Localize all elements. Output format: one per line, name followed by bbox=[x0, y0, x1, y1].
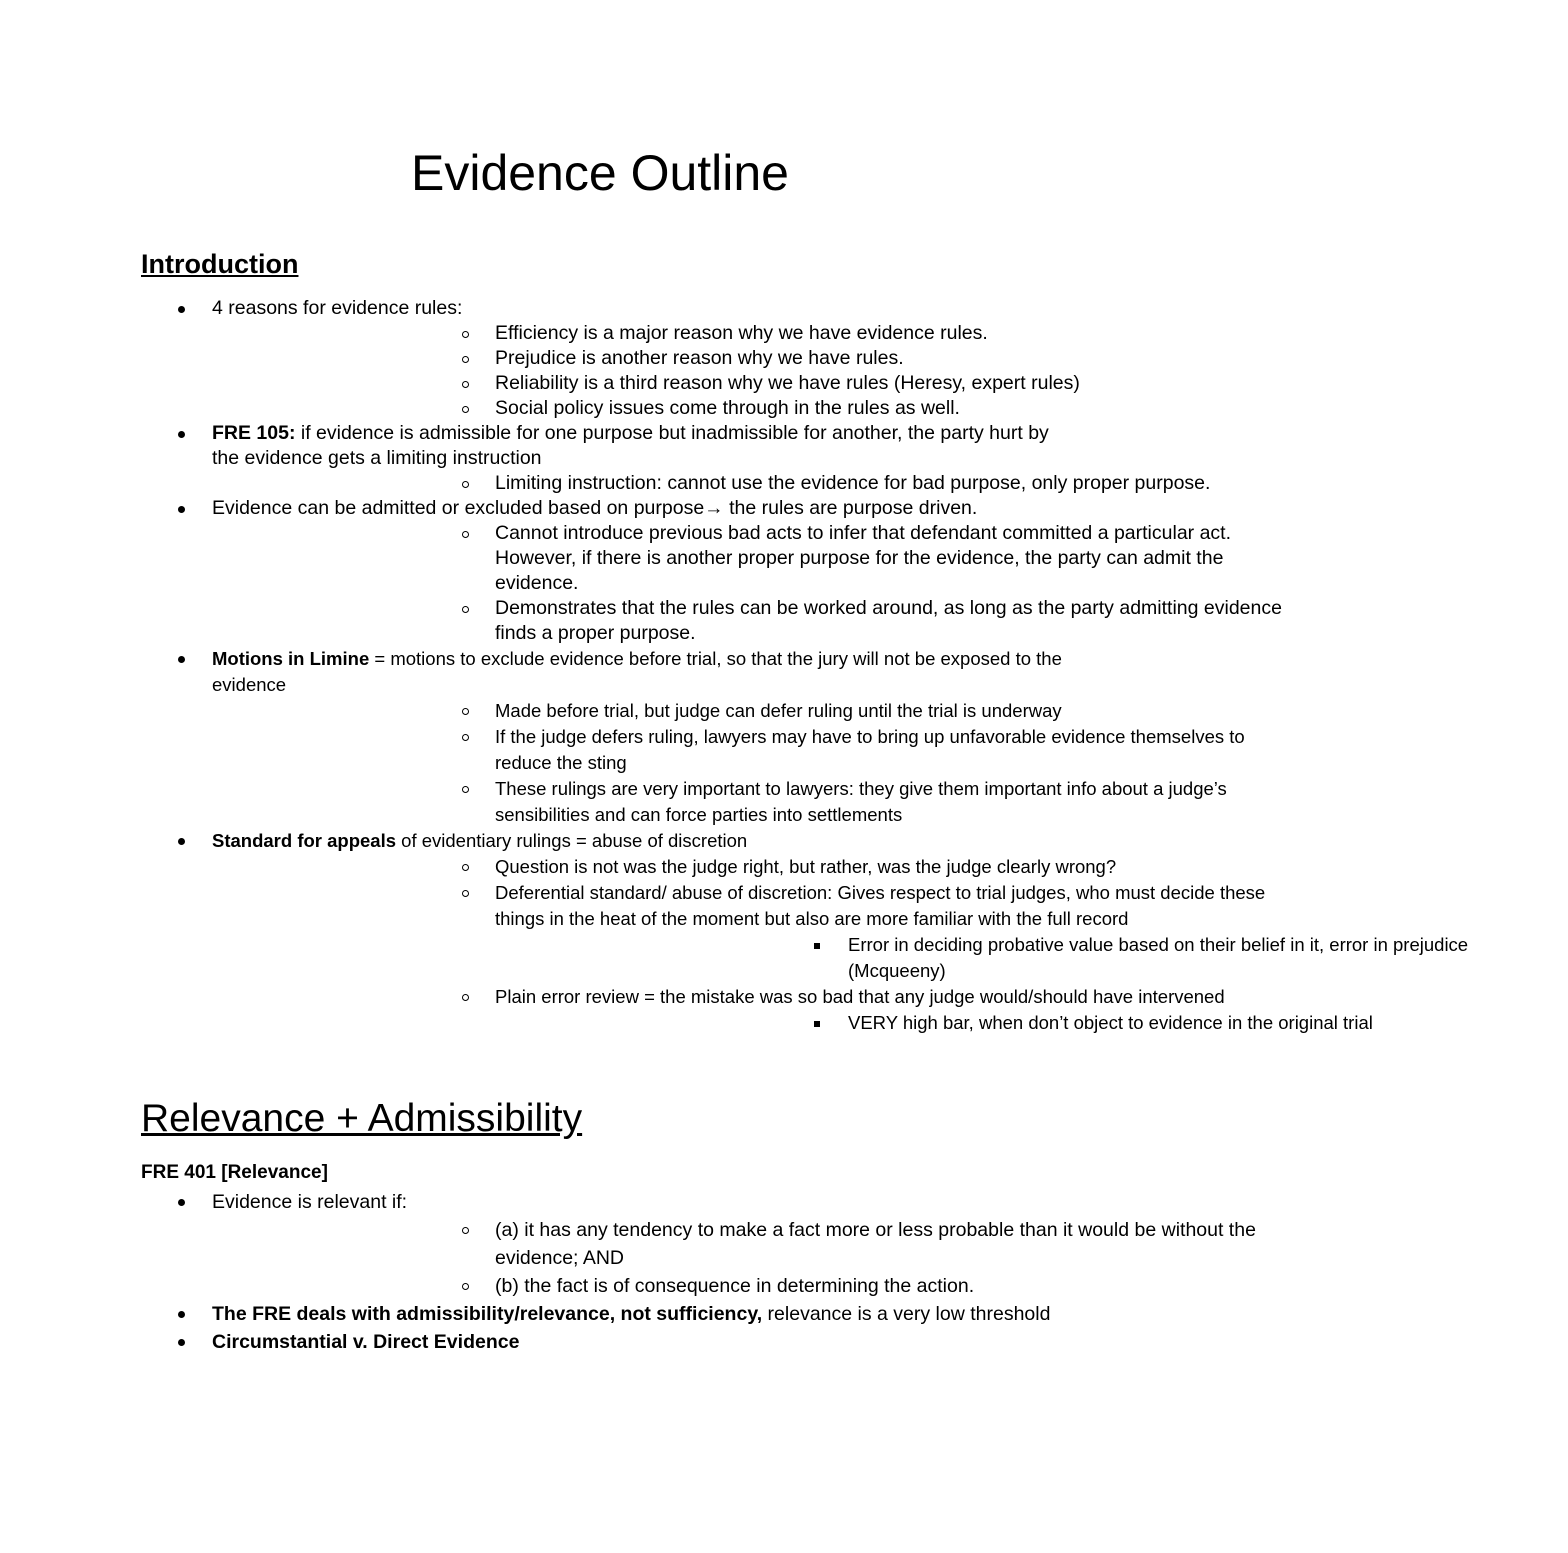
list-item-text: Deferential standard/ abuse of discretion: Gives respect to trial judges, who must decide these things in the heat of the moment but also are more familiar with the full record bbox=[495, 882, 1266, 929]
list-item bbox=[0, 421, 1211, 496]
list-item-text: Limiting instruction: cannot use the evidence for bad purpose, only proper purpose. bbox=[495, 472, 1211, 494]
list-item bbox=[0, 646, 1245, 828]
list-item-text: Social policy issues come through in the rules as well. bbox=[495, 397, 960, 419]
list-item bbox=[495, 932, 1568, 984]
section-heading-introduction: Introduction bbox=[141, 249, 299, 279]
list-item-rest: = motions to exclude evidence before trial, so that the jury will not be exposed to the evidence bbox=[212, 648, 1062, 695]
list-item-text: Made before trial, but judge can defer ruling until the trial is underway bbox=[495, 700, 1062, 721]
list-item-text: 4 reasons for evidence rules: bbox=[212, 297, 463, 319]
list-item-text: VERY high bar, when don’t object to evidence in the original trial bbox=[848, 1012, 1373, 1033]
bullet-circle-icon bbox=[462, 331, 469, 338]
document-title: Evidence Outline bbox=[410, 145, 789, 201]
list-item-text bbox=[212, 1328, 1072, 1356]
list-item-text: If the judge defers ruling, lawyers may have to bring up unfavorable evidence themselves to reduce the sting bbox=[495, 726, 1245, 773]
bullet-dot-icon bbox=[178, 431, 185, 438]
bullet-dot-icon bbox=[178, 656, 185, 663]
list-item bbox=[0, 1328, 1072, 1356]
bullet-dot-icon bbox=[178, 506, 185, 513]
list-item bbox=[212, 396, 1285, 421]
list-item bbox=[0, 1300, 1072, 1328]
list-item-text: Demonstrates that the rules can be worked around, as long as the party admitting evidence finds a proper purpose. bbox=[495, 597, 1282, 644]
bold-term: Motions in Limine bbox=[212, 648, 370, 669]
list-item bbox=[212, 321, 1285, 346]
list-item-rest: relevance is a very low threshold bbox=[762, 1303, 1051, 1325]
bold-term: The FRE deals with admissibility/relevance, not sufficiency, bbox=[212, 1303, 763, 1325]
list-item-text: Question is not was the judge right, but rather, was the judge clearly wrong? bbox=[495, 856, 1117, 877]
list-item bbox=[0, 1188, 1256, 1300]
list-item bbox=[212, 346, 1285, 371]
section-heading-relevance: Relevance + Admissibility bbox=[141, 1097, 583, 1140]
list-item-text: Efficiency is a major reason why we have evidence rules. bbox=[495, 322, 988, 344]
bullet-circle-icon bbox=[462, 531, 469, 538]
bullet-circle-icon bbox=[462, 864, 469, 871]
list-item bbox=[212, 1272, 1285, 1300]
list-item-text: Reliability is a third reason why we have rules (Heresy, expert rules) bbox=[495, 372, 1080, 394]
bullet-circle-icon bbox=[462, 994, 469, 1001]
bullet-circle-icon bbox=[462, 786, 469, 793]
introduction-list bbox=[0, 296, 1469, 1036]
bold-term: Standard for appeals bbox=[212, 830, 397, 851]
list-item bbox=[212, 596, 1285, 646]
list-item-text: Evidence is relevant if: bbox=[212, 1191, 408, 1213]
list-item bbox=[212, 1216, 1285, 1272]
list-item bbox=[212, 698, 1285, 724]
subheading-fre-401: FRE 401 [Relevance] bbox=[141, 1162, 328, 1183]
list-item bbox=[0, 496, 1282, 646]
list-item-text bbox=[212, 1300, 1072, 1328]
list-item-text bbox=[212, 646, 1072, 698]
list-item bbox=[495, 1010, 1568, 1036]
list-item-text: Evidence can be admitted or excluded based on purpose→ the rules are purpose driven. bbox=[212, 497, 978, 519]
list-item-text: Plain error review = the mistake was so bad that any judge would/should have intervened bbox=[495, 986, 1225, 1007]
list-item bbox=[0, 296, 1080, 421]
bullet-circle-icon bbox=[462, 734, 469, 741]
bullet-circle-icon bbox=[462, 708, 469, 715]
list-item bbox=[0, 828, 1469, 1036]
bullet-circle-icon bbox=[462, 606, 469, 613]
list-item-rest: of evidentiary rulings = abuse of discretion bbox=[396, 830, 748, 851]
list-item-text bbox=[212, 421, 1072, 471]
bold-term: FRE 105: bbox=[212, 422, 296, 444]
list-item bbox=[212, 854, 1285, 880]
list-item bbox=[212, 776, 1285, 828]
list-item-text: Prejudice is another reason why we have rules. bbox=[495, 347, 904, 369]
bullet-circle-icon bbox=[462, 381, 469, 388]
list-item-text bbox=[212, 828, 1072, 854]
bullet-circle-icon bbox=[462, 890, 469, 897]
bullet-dot-icon bbox=[178, 306, 185, 313]
bullet-dot-icon bbox=[178, 838, 185, 845]
bullet-dot-icon bbox=[178, 1199, 185, 1206]
list-item-text: (a) it has any tendency to make a fact more or less probable than it would be without the evidence; AND bbox=[495, 1219, 1256, 1269]
list-item-text: Error in deciding probative value based on their belief in it, error in prejudice (Mcqueeny) bbox=[848, 934, 1469, 981]
bullet-circle-icon bbox=[462, 1227, 469, 1234]
bullet-circle-icon bbox=[462, 356, 469, 363]
relevance-list bbox=[0, 1188, 1256, 1356]
bullet-square-icon bbox=[814, 1021, 820, 1027]
bullet-square-icon bbox=[814, 943, 820, 949]
list-item bbox=[212, 880, 1469, 984]
bullet-dot-icon bbox=[178, 1311, 185, 1318]
list-item-text: These rulings are very important to lawyers: they give them important info about a judge’s sensibilities and can force parties into settlements bbox=[495, 778, 1227, 825]
list-item-text: Cannot introduce previous bad acts to infer that defendant committed a particular act. However, if there is another proper purpose for the evidence, the party can admit the evidence. bbox=[495, 522, 1232, 594]
list-item bbox=[212, 724, 1285, 776]
list-item-text: (b) the fact is of consequence in determining the action. bbox=[495, 1275, 975, 1297]
list-item-rest: if evidence is admissible for one purpose but inadmissible for another, the party hurt by the evidence gets a limiting instruction bbox=[212, 422, 1049, 469]
bullet-circle-icon bbox=[462, 406, 469, 413]
list-item bbox=[212, 371, 1285, 396]
bullet-dot-icon bbox=[178, 1339, 185, 1346]
bullet-circle-icon bbox=[462, 1283, 469, 1290]
bullet-circle-icon bbox=[462, 481, 469, 488]
list-item bbox=[212, 471, 1285, 496]
list-item bbox=[212, 521, 1285, 596]
list-item bbox=[212, 984, 1373, 1036]
bold-term: Circumstantial v. Direct Evidence bbox=[212, 1331, 520, 1353]
